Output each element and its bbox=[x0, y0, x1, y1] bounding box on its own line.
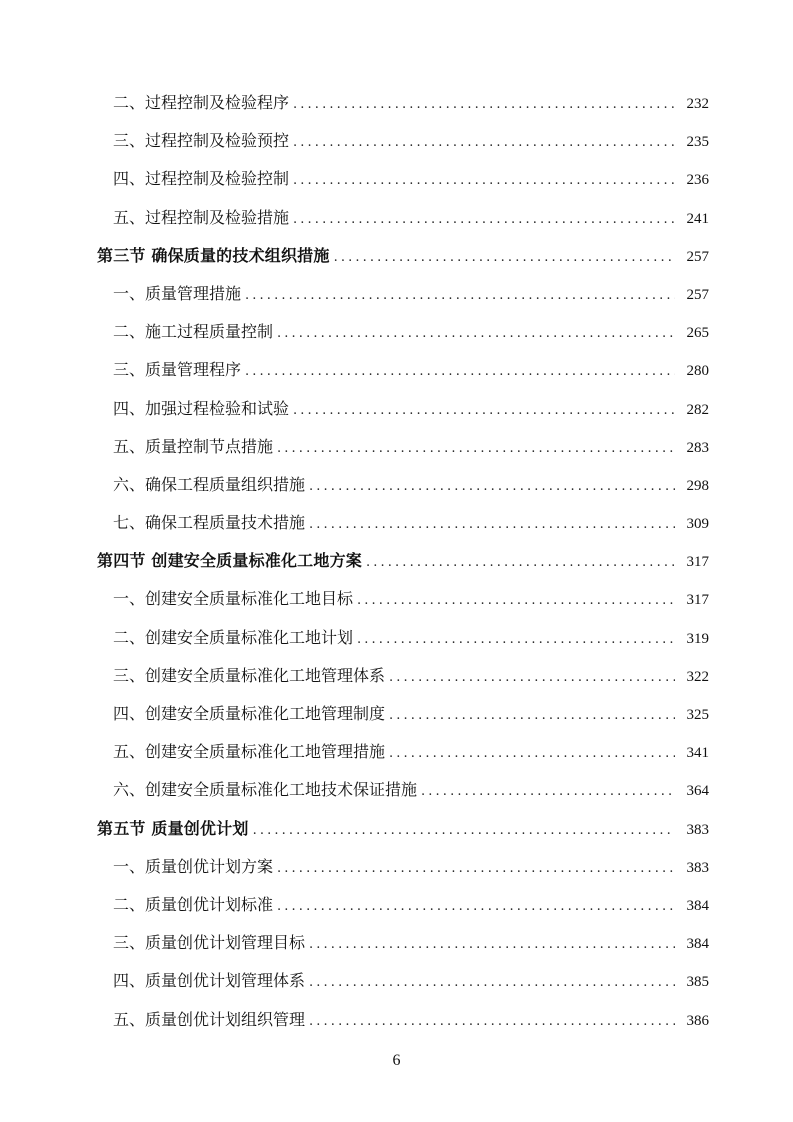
toc-entry[interactable] bbox=[97, 466, 709, 504]
toc-entry-page-number: 385 bbox=[686, 974, 709, 991]
toc-entry-label: 五、创建安全质量标准化工地管理措施 bbox=[113, 742, 386, 762]
toc-entry-label: 一、质量创优计划方案 bbox=[113, 856, 274, 876]
toc-section-entry[interactable] bbox=[97, 237, 709, 275]
dot-leader bbox=[389, 735, 675, 773]
toc-entry-label: 三、创建安全质量标准化工地管理体系 bbox=[113, 665, 386, 685]
dot-leader bbox=[366, 544, 675, 582]
toc-entry-page-number: 384 bbox=[686, 936, 709, 953]
toc-entry-label: 四、质量创优计划管理体系 bbox=[113, 971, 306, 991]
dot-leader bbox=[293, 392, 675, 430]
toc-entry-label: 五、质量控制节点措施 bbox=[113, 436, 274, 456]
dot-leader bbox=[309, 1003, 675, 1041]
dot-leader bbox=[293, 162, 675, 200]
toc-entry-label: 二、施工过程质量控制 bbox=[113, 322, 274, 342]
toc-entry[interactable] bbox=[97, 275, 709, 313]
toc-entry-page-number: 283 bbox=[686, 439, 709, 456]
dot-leader bbox=[357, 621, 675, 659]
toc-entry-label: 四、创建安全质量标准化工地管理制度 bbox=[113, 704, 386, 723]
dot-leader bbox=[357, 582, 675, 620]
dot-leader bbox=[277, 315, 675, 353]
toc-entry-page-number: 383 bbox=[686, 821, 709, 838]
toc-entry-page-number: 257 bbox=[686, 248, 709, 265]
toc-entry[interactable] bbox=[97, 351, 709, 389]
dot-leader bbox=[293, 201, 675, 239]
toc-entry-page-number: 386 bbox=[686, 1012, 709, 1029]
toc-entry-page-number: 317 bbox=[686, 592, 709, 609]
dot-leader bbox=[309, 506, 675, 544]
toc-entry-label: 六、确保工程质量组织措施 bbox=[113, 474, 306, 494]
toc-entry-label: 第三节 确保质量的技术组织措施 bbox=[97, 245, 330, 265]
toc-entry[interactable] bbox=[97, 580, 709, 618]
toc-entry-page-number: 322 bbox=[686, 668, 709, 685]
toc-entry[interactable] bbox=[97, 962, 709, 1000]
dot-leader bbox=[245, 353, 675, 391]
toc-entry-page-number: 309 bbox=[686, 516, 709, 533]
toc-entry-page-number: 364 bbox=[686, 783, 709, 800]
toc-entry[interactable] bbox=[97, 886, 709, 924]
toc-entry-page-number: 298 bbox=[686, 477, 709, 494]
dot-leader bbox=[309, 468, 675, 506]
dot-leader bbox=[277, 430, 675, 468]
dot-leader bbox=[277, 850, 675, 888]
toc-entry[interactable] bbox=[97, 733, 709, 771]
toc-entry-page-number: 257 bbox=[686, 286, 709, 303]
dot-leader bbox=[245, 277, 675, 315]
toc-entry[interactable] bbox=[97, 848, 709, 886]
toc-entry-label: 第四节 创建安全质量标准化工地方案 bbox=[97, 551, 362, 571]
toc-entry-page-number: 341 bbox=[686, 745, 709, 762]
toc-entry-label: 第五节 质量创优计划 bbox=[97, 818, 249, 838]
toc-entry-label: 六、创建安全质量标准化工地技术保证措施 bbox=[113, 780, 418, 800]
toc-entry[interactable] bbox=[97, 390, 709, 428]
toc-entry[interactable] bbox=[97, 695, 709, 733]
toc-entry-label: 三、过程控制及检验预控 bbox=[113, 131, 290, 151]
dot-leader bbox=[309, 964, 675, 1002]
toc-entry[interactable] bbox=[97, 199, 709, 237]
page-number: 6 bbox=[392, 1052, 401, 1069]
toc-entry-page-number: 383 bbox=[686, 859, 709, 876]
toc-entry-page-number: 282 bbox=[686, 401, 709, 418]
toc-entry-page-number: 241 bbox=[686, 210, 709, 227]
toc-entry-page-number: 325 bbox=[686, 707, 709, 723]
toc-entry-label: 三、质量管理程序 bbox=[113, 360, 242, 380]
toc-entry[interactable] bbox=[97, 160, 709, 198]
toc-entry[interactable] bbox=[97, 1001, 709, 1039]
dot-leader bbox=[309, 926, 675, 964]
toc-entry[interactable] bbox=[97, 313, 709, 351]
toc-entry-page-number: 317 bbox=[686, 554, 709, 571]
toc-entry[interactable] bbox=[97, 84, 709, 122]
dot-leader bbox=[277, 888, 675, 926]
toc-section-entry[interactable] bbox=[97, 542, 709, 580]
toc-entry-label: 二、过程控制及检验程序 bbox=[113, 93, 290, 112]
toc-entry[interactable] bbox=[97, 504, 709, 542]
toc-entry-label: 四、加强过程检验和试验 bbox=[113, 398, 290, 418]
dot-leader bbox=[293, 86, 675, 124]
dot-leader bbox=[253, 812, 675, 850]
toc-entry-label: 三、质量创优计划管理目标 bbox=[113, 933, 306, 953]
toc-entry-label: 七、确保工程质量技术措施 bbox=[113, 513, 306, 533]
toc-entry-label: 一、创建安全质量标准化工地目标 bbox=[113, 589, 354, 609]
toc-section-entry[interactable] bbox=[97, 810, 709, 848]
dot-leader bbox=[334, 239, 675, 277]
toc-entry-page-number: 280 bbox=[686, 363, 709, 380]
toc-entry-label: 二、质量创优计划标准 bbox=[113, 894, 274, 914]
toc-entry-page-number: 236 bbox=[686, 172, 709, 189]
toc-entry-label: 四、过程控制及检验控制 bbox=[113, 169, 290, 189]
toc-entry[interactable] bbox=[97, 924, 709, 962]
toc-entry-label: 五、过程控制及检验措施 bbox=[113, 207, 290, 227]
toc-entry-page-number: 384 bbox=[686, 897, 709, 914]
dot-leader bbox=[293, 124, 675, 162]
table-of-contents bbox=[97, 84, 709, 1039]
toc-entry-page-number: 235 bbox=[686, 134, 709, 151]
dot-leader bbox=[389, 659, 675, 697]
toc-entry[interactable] bbox=[97, 619, 709, 657]
toc-entry[interactable] bbox=[97, 657, 709, 695]
toc-entry-label: 一、质量管理措施 bbox=[113, 283, 242, 303]
toc-entry-page-number: 232 bbox=[686, 96, 709, 112]
dot-leader bbox=[389, 697, 675, 735]
toc-entry-page-number: 265 bbox=[686, 325, 709, 342]
toc-entry[interactable] bbox=[97, 122, 709, 160]
toc-entry-label: 二、创建安全质量标准化工地计划 bbox=[113, 627, 354, 647]
toc-entry-page-number: 319 bbox=[686, 630, 709, 647]
dot-leader bbox=[421, 773, 675, 811]
toc-entry[interactable] bbox=[97, 428, 709, 466]
toc-entry[interactable] bbox=[97, 771, 709, 809]
toc-entry-label: 五、质量创优计划组织管理 bbox=[113, 1009, 306, 1029]
